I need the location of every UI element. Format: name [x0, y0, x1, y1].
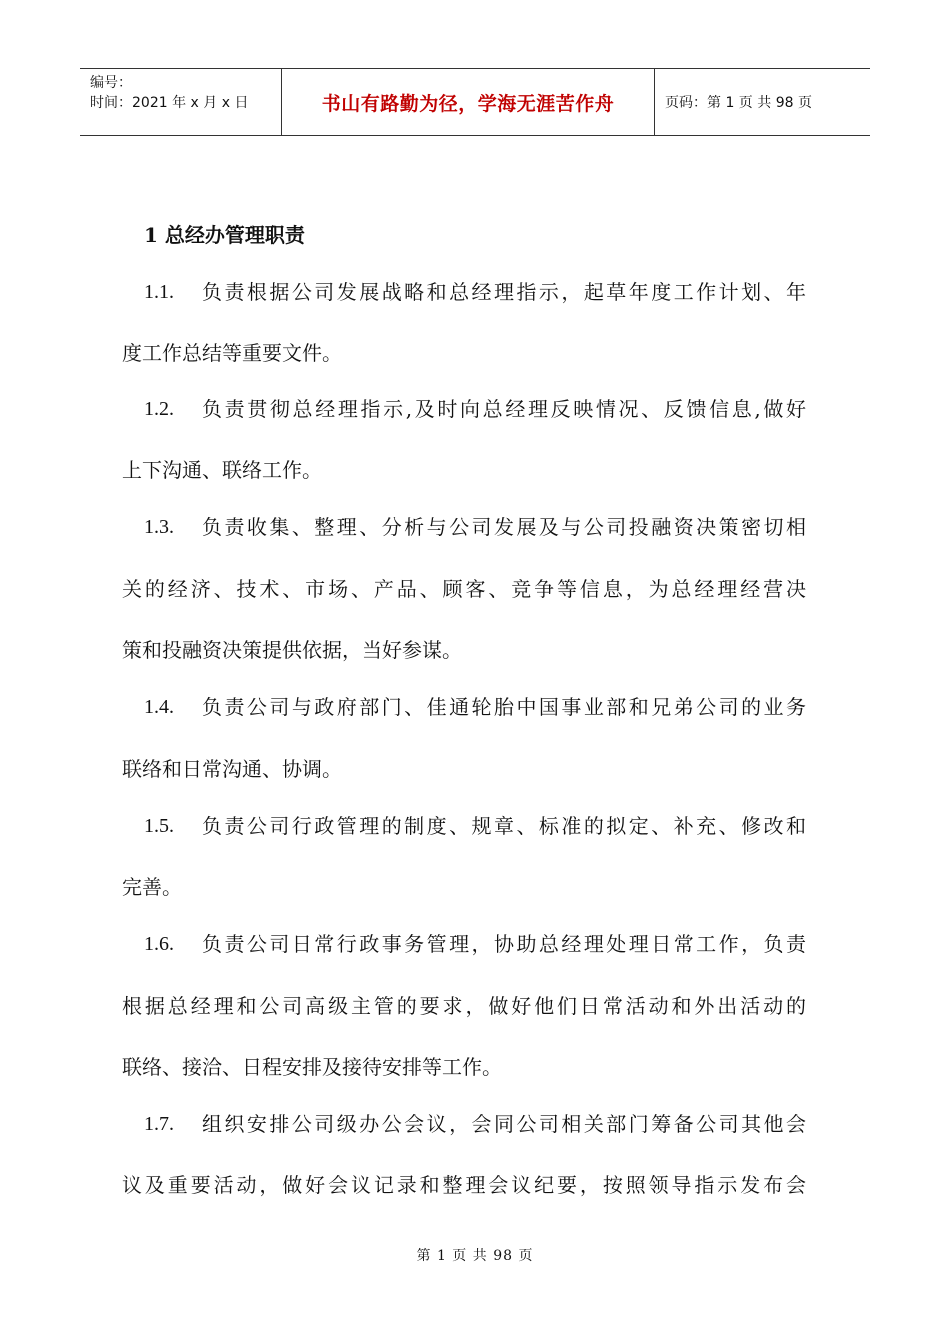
paragraph-1-5-line-1 — [144, 811, 806, 841]
page-footer: 第 1 页 共 98 页 — [416, 1248, 534, 1264]
paragraph-1-6-line-1 — [144, 929, 806, 959]
paragraph-1-3-line-3: 策和投融资决策提供依据，当好参谋。 — [122, 638, 462, 662]
paragraph-text: 负责公司日常行政事务管理，协助总经理处理日常工作，负责 — [202, 932, 806, 956]
paragraph-text: 组织安排公司级办公会议，会同公司相关部门筹备公司其他会 — [202, 1112, 806, 1136]
paragraph-number: 1.2. — [144, 398, 174, 420]
header-page-info: 页码：第 1 页 共 98 页 — [665, 95, 812, 111]
paragraph-1-3-line-1 — [144, 512, 806, 542]
section-title: 1 总经办管理职责 — [144, 223, 305, 247]
document-number-label: 编号： — [90, 75, 132, 91]
paragraph-1-1-line-2: 度工作总结等重要文件。 — [122, 341, 342, 365]
document-date-label: 时间：2021 年 x 月 x 日 — [90, 95, 249, 111]
paragraph-text: 负责公司行政管理的制度、规章、标准的拟定、补充、修改和 — [202, 814, 806, 838]
paragraph-1-4-line-2: 联络和日常沟通、协调。 — [122, 757, 342, 781]
paragraph-number: 1.5. — [144, 815, 174, 837]
header-motto-cell — [282, 69, 655, 135]
paragraph-text: 负责公司与政府部门、佳通轮胎中国事业部和兄弟公司的业务 — [202, 695, 806, 719]
header-motto: 书山有路勤为径，学海无涯苦作舟 — [321, 92, 615, 115]
paragraph-1-4-line-1 — [144, 692, 806, 722]
paragraph-number: 1.4. — [144, 696, 174, 718]
paragraph-1-2-line-1 — [144, 394, 806, 424]
paragraph-1-6-line-3: 联络、接洽、日程安排及接待安排等工作。 — [122, 1055, 502, 1079]
paragraph-text: 负责根据公司发展战略和总经理指示，起草年度工作计划、年 — [202, 280, 806, 304]
paragraph-text: 负责贯彻总经理指示,及时向总经理反映情况、反馈信息,做好 — [202, 397, 806, 421]
paragraph-1-7-line-1 — [144, 1109, 806, 1139]
paragraph-1-2-line-2: 上下沟通、联络工作。 — [122, 458, 322, 482]
paragraph-number: 1.3. — [144, 516, 174, 538]
paragraph-1-7-line-2: 议及重要活动，做好会议记录和整理会议纪要，按照领导指示发布会 — [122, 1173, 806, 1197]
paragraph-text: 负责收集、整理、分析与公司发展及与公司投融资决策密切相 — [202, 515, 806, 539]
paragraph-1-3-line-2: 关的经济、技术、市场、产品、顾客、竞争等信息，为总经理经营决 — [122, 577, 806, 601]
header-meta — [80, 69, 282, 135]
document-header — [80, 68, 870, 136]
paragraph-1-6-line-2: 根据总经理和公司高级主管的要求，做好他们日常活动和外出活动的 — [122, 994, 806, 1018]
paragraph-number: 1.6. — [144, 933, 174, 955]
paragraph-number: 1.7. — [144, 1113, 174, 1135]
paragraph-1-1-line-1 — [144, 277, 806, 307]
paragraph-1-5-line-2: 完善。 — [122, 875, 182, 899]
paragraph-number: 1.1. — [144, 281, 174, 303]
